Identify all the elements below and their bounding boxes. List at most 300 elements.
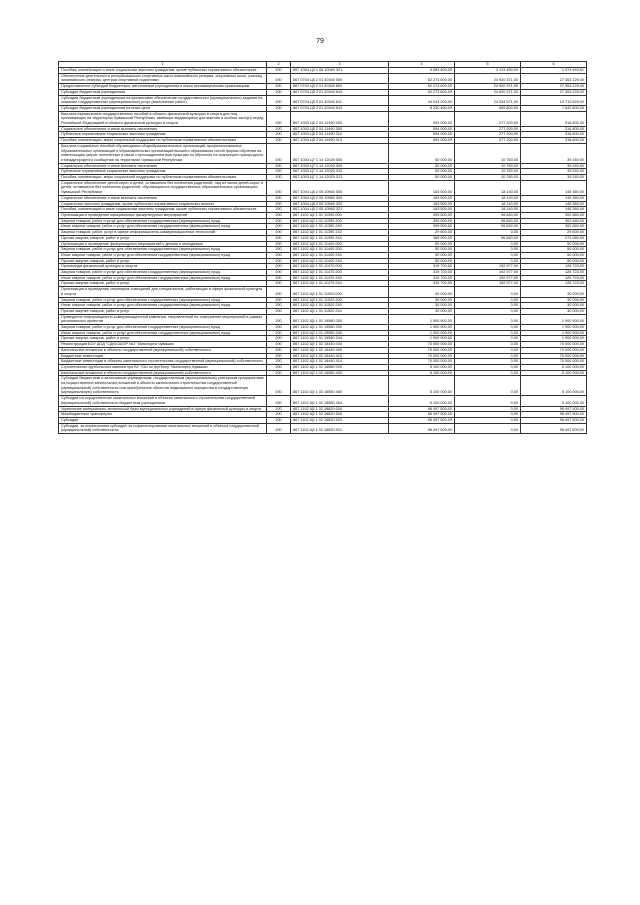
row-kbk-cell: 867 1102 Ц5 1 01 11470 240 (291, 275, 389, 281)
row-remainder-cell: 27 353 229,00 (521, 84, 587, 90)
row-plan-cell: 96 497 500,00 (389, 418, 455, 424)
row-code-cell: 200 (267, 281, 291, 287)
row-name-cell: Прочая закупка товаров, работ и услуг (59, 308, 267, 314)
row-name-cell: Субсидии (59, 418, 267, 424)
table-row (59, 275, 587, 281)
row-name-cell: Социальные выплаты гражданам, кроме публичных нормативных социальных выплат (59, 201, 267, 207)
row-remainder-cell: 302 660,00 (521, 224, 587, 230)
row-remainder-cell: 96 497 500,00 (521, 418, 587, 424)
row-plan-cell: 44 043 200,00 (389, 95, 455, 105)
row-plan-cell: 319 700,00 (389, 264, 455, 270)
row-plan-cell: 594 000,00 (389, 111, 455, 126)
row-code-cell: 200 (267, 163, 291, 169)
row-executed-cell: 0,00 (455, 376, 521, 396)
table-row (59, 287, 587, 297)
row-remainder-cell: 1 900 900,00 (521, 336, 587, 342)
row-code-cell: 200 (267, 423, 291, 433)
table-row (59, 423, 587, 433)
row-code-cell: 200 (267, 235, 291, 241)
row-remainder-cell: 30 000,00 (521, 297, 587, 303)
row-executed-cell: 0,00 (455, 287, 521, 297)
row-code-cell: 200 (267, 111, 291, 126)
row-code-cell: 200 (267, 207, 291, 213)
row-remainder-cell: 50 000,00 (521, 241, 587, 247)
row-kbk-cell: 867 1004 Ц5 2 05 10560 300 (291, 195, 389, 201)
row-name-cell: Иные закупки товаров, работ и услуг для обеспечения государственных (муниципальных) нужд (59, 275, 267, 281)
table-row (59, 163, 587, 169)
row-plan-cell: 5 100 000,00 (389, 370, 455, 376)
row-code-cell: 200 (267, 353, 291, 359)
row-remainder-cell: 30 000,00 (521, 308, 587, 314)
row-code-cell: 200 (267, 303, 291, 309)
row-kbk-cell: 867 1102 Ц5 1 01 11520 244 (291, 308, 389, 314)
table-row (59, 68, 587, 74)
row-executed-cell: 10 760,00 (455, 175, 521, 181)
row-executed-cell: 0,00 (455, 258, 521, 264)
row-executed-cell: 18 140,00 (455, 201, 521, 207)
row-plan-cell: 50 000,00 (389, 258, 455, 264)
row-kbk-cell: 867 1003 Ц7 1 14 12020 310 (291, 169, 389, 175)
row-name-cell: Субсидии, за исключением субсидий на софинансирование капитальных вложений в объекты государственной (муниципальной) собственности (59, 423, 267, 433)
page-number: 79 (316, 38, 324, 45)
row-code-cell: 200 (267, 169, 291, 175)
row-executed-cell: 277 200,00 (455, 132, 521, 138)
row-code-cell: 200 (267, 364, 291, 370)
row-kbk-cell: 867 1102 Ц5 1 02 16580 400 (291, 370, 389, 376)
row-executed-cell: 0,00 (455, 336, 521, 342)
row-remainder-cell: 5 100 000,00 (521, 370, 587, 376)
row-code-cell: 200 (267, 201, 291, 207)
row-plan-cell: 163 500,00 (389, 207, 455, 213)
row-plan-cell: 399 500,00 (389, 224, 455, 230)
row-code-cell: 200 (267, 68, 291, 74)
row-kbk-cell: 867 1102 Ц5 1 01 11390 242 (291, 230, 389, 236)
row-code-cell: 200 (267, 287, 291, 297)
row-name-cell: Публичные нормативные социальные выплаты гражданам (59, 132, 267, 138)
row-code-cell: 200 (267, 258, 291, 264)
row-executed-cell: 0,00 (455, 423, 521, 433)
row-plan-cell: 30 000,00 (389, 297, 455, 303)
row-plan-cell: 50 000,00 (389, 247, 455, 253)
table-row (59, 218, 587, 224)
row-remainder-cell: 27 353 229,00 (521, 89, 587, 95)
row-plan-cell: 8 230 400,00 (389, 105, 455, 111)
row-name-cell: Обеспечение деятельности республиканских спортивных школ олимпийского резерва, спортивных школ, училищ олимпийского резерва, центров спортивной подготовки (59, 73, 267, 83)
table-row (59, 84, 587, 90)
row-remainder-cell: 50 000,00 (521, 252, 587, 258)
row-remainder-cell: 1 900 900,00 (521, 314, 587, 324)
row-name-cell: Субсидии бюджетным и автономным учреждениям, государственным (муниципальным) унитарным предприятиям на осуществление капитальных вложений в объекты капитального строительства государственной (муниципальной) собственности или приобретение объектов недвижимого имущества в государственную (муниципальную) собственность (59, 376, 267, 396)
row-executed-cell: 0,00 (455, 297, 521, 303)
table-body (59, 68, 587, 434)
row-code-cell: 200 (267, 95, 291, 105)
row-name-cell: Закупка товаров, работ, услуг в сфере информационно-коммуникационных технологий (59, 230, 267, 236)
row-plan-cell: 163 500,00 (389, 201, 455, 207)
row-code-cell: 200 (267, 336, 291, 342)
row-code-cell: 200 (267, 126, 291, 132)
row-code-cell: 200 (267, 308, 291, 314)
row-kbk-cell: 867 1102 Ц5 1 02 16820 000 (291, 406, 389, 412)
table-row (59, 224, 587, 230)
row-plan-cell: 52 273 600,00 (389, 73, 455, 83)
row-code-cell: 200 (267, 325, 291, 331)
row-executed-cell: 0,00 (455, 314, 521, 324)
row-kbk-cell: 867 1102 Ц5 1 02 16440 414 (291, 359, 389, 365)
row-remainder-cell: 27 353 229,00 (521, 73, 587, 83)
row-name-cell: Субсидии на осуществление капитальных вложений в объекты капитального строительства государственной (муниципальной) собственности бюджетным учреждениям (59, 396, 267, 406)
row-executed-cell: 24 920 371,00 (455, 73, 521, 83)
row-name-cell: Закупка товаров, работ и услуг для обеспечения государственных (муниципальных) нужд (59, 218, 267, 224)
row-plan-cell: 52 273 600,00 (389, 89, 455, 95)
row-executed-cell: 192 977,00 (455, 264, 521, 270)
row-remainder-cell: 5 100 000,00 (521, 396, 587, 406)
row-executed-cell: 0,00 (455, 364, 521, 370)
row-kbk-cell: 867 1102 Ц5 1 01 11470 244 (291, 281, 389, 287)
row-name-cell: Организация и проведение официальных физкультурных мероприятий (59, 212, 267, 218)
row-kbk-cell: 867 1004 Ц5 2 05 10560 321 (291, 207, 389, 213)
row-code-cell: 200 (267, 224, 291, 230)
row-name-cell: Иные закупки товаров, работ и услуг для обеспечения государственных (муниципальных) нужд (59, 330, 267, 336)
row-plan-cell: 29 600,00 (389, 230, 455, 236)
row-kbk-cell: 867 1004 Ц4 1 06 10060 321 (291, 68, 389, 74)
row-name-cell: Субсидии бюджетным учреждениям (59, 89, 267, 95)
row-remainder-cell: 96 497 500,00 (521, 406, 587, 412)
row-remainder-cell: 316 800,00 (521, 111, 587, 126)
row-remainder-cell: 126 723,00 (521, 270, 587, 276)
column-header: 2 (267, 62, 291, 68)
row-remainder-cell: 50 000,00 (521, 258, 587, 264)
row-name-cell: Публичные нормативные социальные выплаты гражданам (59, 169, 267, 175)
row-remainder-cell: 1 900 900,00 (521, 330, 587, 336)
row-remainder-cell: 96 497 500,00 (521, 423, 587, 433)
row-remainder-cell: 126 723,00 (521, 281, 587, 287)
row-code-cell: 200 (267, 342, 291, 348)
row-kbk-cell: 867 1003 Ц5 2 04 11490 000 (291, 111, 389, 126)
table-row (59, 175, 587, 181)
row-code-cell: 200 (267, 418, 291, 424)
table-row (59, 169, 587, 175)
row-remainder-cell: 30 000,00 (521, 303, 587, 309)
row-plan-cell: 96 497 500,00 (389, 412, 455, 418)
row-code-cell: 200 (267, 89, 291, 95)
row-executed-cell: 277 200,00 (455, 126, 521, 132)
row-code-cell: 200 (267, 143, 291, 163)
row-code-cell: 200 (267, 264, 291, 270)
row-code-cell: 200 (267, 138, 291, 144)
table-row (59, 95, 587, 105)
table-row (59, 105, 587, 111)
row-kbk-cell: 867 1102 Ц5 1 02 16440 400 (291, 347, 389, 353)
row-executed-cell: 0,00 (455, 396, 521, 406)
row-remainder-cell: 316 800,00 (521, 126, 587, 132)
row-code-cell: 200 (267, 73, 291, 83)
budget-table (58, 61, 587, 434)
row-name-cell: Закупка товаров, работ и услуг для обеспечения государственных (муниципальных) нужд (59, 270, 267, 276)
row-executed-cell: 0,00 (455, 325, 521, 331)
row-kbk-cell: 867 1102 Ц5 1 01 19580 240 (291, 330, 389, 336)
row-kbk-cell: 867 1102 Ц5 1 02 16820 500 (291, 412, 389, 418)
row-kbk-cell: 867 1003 Ц5 2 04 11490 310 (291, 132, 389, 138)
row-code-cell: 200 (267, 270, 291, 276)
row-executed-cell: 96 840,00 (455, 235, 521, 241)
row-code-cell: 200 (267, 180, 291, 195)
row-remainder-cell: 39 240,00 (521, 143, 587, 163)
row-plan-cell: 96 497 500,00 (389, 423, 455, 433)
row-code-cell: 200 (267, 314, 291, 324)
row-kbk-cell: 867 0704 Ц5 2 01 40340 612 (291, 105, 389, 111)
row-kbk-cell: 867 1102 Ц5 1 02 16820 521 (291, 423, 389, 433)
row-remainder-cell: 39 240,00 (521, 163, 587, 169)
row-code-cell: 200 (267, 218, 291, 224)
row-kbk-cell: 867 1004 Ц5 2 05 10560 320 (291, 201, 389, 207)
row-name-cell: Иные закупки товаров, работ и услуг для обеспечения государственных (муниципальных) нужд (59, 303, 267, 309)
row-plan-cell: 52 273 600,00 (389, 84, 455, 90)
row-executed-cell: 0,00 (455, 241, 521, 247)
row-remainder-cell: 145 360,00 (521, 195, 587, 201)
row-code-cell: 200 (267, 347, 291, 353)
row-kbk-cell: 867 1003 Ц7 1 14 12020 313 (291, 175, 389, 181)
table-row (59, 143, 587, 163)
row-plan-cell: 5 100 000,00 (389, 364, 455, 370)
row-name-cell: Пропаганда физической культуры и спорта (59, 264, 267, 270)
row-code-cell: 200 (267, 412, 291, 418)
column-header: 3 (291, 62, 389, 68)
row-name-cell: Бюджетные инвестиции в объекты капитального строительства государственной (муниципальной) собственности (59, 359, 267, 365)
row-name-cell: Пособия, компенсации и иные социальные выплаты гражданам, кроме публичных нормативных обязательств (59, 68, 267, 74)
row-plan-cell: 30 000,00 (389, 303, 455, 309)
row-plan-cell: 1 900 900,00 (389, 325, 455, 331)
row-plan-cell: 96 497 500,00 (389, 406, 455, 412)
row-kbk-cell: 867 1102 Ц5 1 01 19580 244 (291, 336, 389, 342)
row-kbk-cell: 867 1102 Ц5 1 01 11520 200 (291, 297, 389, 303)
row-executed-cell: 10 760,00 (455, 143, 521, 163)
row-executed-cell: 192 977,00 (455, 275, 521, 281)
row-plan-cell: 50 000,00 (389, 175, 455, 181)
row-executed-cell: 0,00 (455, 370, 521, 376)
row-executed-cell: 18 140,00 (455, 207, 521, 213)
row-kbk-cell: 867 1102 Ц5 1 01 11470 200 (291, 270, 389, 276)
row-executed-cell: 0,00 (455, 308, 521, 314)
row-code-cell: 200 (267, 195, 291, 201)
row-name-cell: Реконструкция БОУ ДОД "СДЮСШОР №2" Минспорта Чувашии (59, 342, 267, 348)
row-kbk-cell: 867 1102 Ц5 1 01 19580 000 (291, 314, 389, 324)
row-code-cell: 200 (267, 330, 291, 336)
row-name-cell: Субсидии бюджетным учреждениям на иные цели (59, 105, 267, 111)
table-row (59, 207, 587, 213)
row-plan-cell: 163 500,00 (389, 195, 455, 201)
row-executed-cell: 0,00 (455, 230, 521, 236)
row-kbk-cell: 867 1102 Ц5 1 01 11400 200 (291, 247, 389, 253)
row-plan-cell: 319 700,00 (389, 270, 455, 276)
row-code-cell: 200 (267, 275, 291, 281)
row-kbk-cell: 867 1102 Ц5 1 01 11520 240 (291, 303, 389, 309)
row-code-cell: 200 (267, 247, 291, 253)
row-code-cell: 200 (267, 396, 291, 406)
row-remainder-cell: 145 360,00 (521, 201, 587, 207)
row-plan-cell: 319 700,00 (389, 275, 455, 281)
row-remainder-cell: 145 360,00 (521, 180, 587, 195)
row-remainder-cell: 316 800,00 (521, 132, 587, 138)
table-row (59, 132, 587, 138)
row-plan-cell: 5 100 000,00 (389, 376, 455, 396)
row-name-cell: Выплата ежемесячных государственных пособий в области физической культуры и спорта для лиц, проживающих на территории Чувашской Республики, имеющих выдающиеся достижения и особые заслуги перед Российской Федерацией в области физической культуры и спорта (59, 111, 267, 126)
row-plan-cell: 70 000 000,00 (389, 342, 455, 348)
row-executed-cell: 192 977,00 (455, 281, 521, 287)
row-executed-cell: 0,00 (455, 342, 521, 348)
row-code-cell: 200 (267, 370, 291, 376)
row-name-cell: Укрепление материально-технической базы муниципальных учреждений в сфере физической культуры и спорта (59, 406, 267, 412)
row-executed-cell: 192 977,00 (455, 270, 521, 276)
row-plan-cell: 319 700,00 (389, 281, 455, 287)
table-row (59, 126, 587, 132)
row-name-cell: Проведение информационно-коммуникационной кампании, направленной на совершение мероприятий в рамках региональных проектов (59, 314, 267, 324)
row-name-cell: Иные закупки товаров, работ и услуг для обеспечения государственных (муниципальных) нужд (59, 252, 267, 258)
table-row (59, 138, 587, 144)
table-row (59, 212, 587, 218)
row-executed-cell: 24 920 371,00 (455, 89, 521, 95)
row-kbk-cell: 867 1102 Ц5 1 01 19580 200 (291, 325, 389, 331)
column-header: 4 (389, 62, 455, 68)
column-header: 1 (59, 62, 267, 68)
row-kbk-cell: 867 1102 Ц5 1 01 11400 000 (291, 241, 389, 247)
row-kbk-cell: 867 1102 Ц5 1 01 11520 000 (291, 287, 389, 297)
row-plan-cell: 50 000,00 (389, 241, 455, 247)
row-executed-cell: 0,00 (455, 303, 521, 309)
row-plan-cell: 30 000,00 (389, 287, 455, 297)
row-code-cell: 200 (267, 359, 291, 365)
row-plan-cell: 70 000 000,00 (389, 359, 455, 365)
table-row (59, 111, 587, 126)
row-name-cell: Строительство футбольного манежа при БУ "СШ по футболу" Минспорта Чувашии (59, 364, 267, 370)
row-plan-cell: 50 000,00 (389, 163, 455, 169)
row-executed-cell: 10 760,00 (455, 169, 521, 175)
row-name-cell: Прочая закупка товаров, работ и услуг (59, 281, 267, 287)
row-name-cell: Капитальные вложения в объекты государственной (муниципальной) собственности (59, 347, 267, 353)
row-name-cell: Организация и проведение физкультурных мероприятий с детьми и молодежью (59, 241, 267, 247)
table-row (59, 201, 587, 207)
row-remainder-cell: 302 660,00 (521, 218, 587, 224)
row-plan-cell: 1 900 900,00 (389, 314, 455, 324)
row-kbk-cell: 867 0704 Ц5 2 01 40340 600 (291, 84, 389, 90)
row-remainder-cell: 5 100 000,00 (521, 376, 587, 396)
row-executed-cell: 0,00 (455, 330, 521, 336)
row-executed-cell: 0,00 (455, 412, 521, 418)
row-kbk-cell: 867 0704 Ц5 2 01 40340 610 (291, 89, 389, 95)
row-remainder-cell: 5 100 000,00 (521, 364, 587, 370)
row-plan-cell: 594 000,00 (389, 126, 455, 132)
row-remainder-cell: 50 000,00 (521, 247, 587, 253)
row-remainder-cell: 29 600,00 (521, 230, 587, 236)
row-name-cell: Закупка товаров, работ и услуг для обеспечения государственных (муниципальных) нужд (59, 247, 267, 253)
row-name-cell: Прочая закупка товаров, работ и услуг (59, 235, 267, 241)
row-executed-cell: 96 840,00 (455, 212, 521, 218)
row-plan-cell: 50 000,00 (389, 169, 455, 175)
row-executed-cell: 277 200,00 (455, 138, 521, 144)
row-name-cell: Предоставление субсидий бюджетным, автономным учреждениям и иным некоммерческим организациям (59, 84, 267, 90)
row-code-cell: 200 (267, 297, 291, 303)
row-executed-cell: 0,00 (455, 252, 521, 258)
row-name-cell: Субсидии бюджетным учреждениям на финансовое обеспечение государственного (муниципального) задания на оказание государственных (муниципальных) услуг (выполнение работ) (59, 95, 267, 105)
row-code-cell: 200 (267, 212, 291, 218)
row-remainder-cell: 316 800,00 (521, 138, 587, 144)
row-plan-cell: 50 000,00 (389, 252, 455, 258)
row-kbk-cell: 867 1102 Ц5 1 01 11400 240 (291, 252, 389, 258)
row-kbk-cell: 867 1102 Ц5 1 01 11390 244 (291, 235, 389, 241)
row-executed-cell: 96 840,00 (455, 218, 521, 224)
row-code-cell: 200 (267, 406, 291, 412)
row-remainder-cell: 96 497 500,00 (521, 412, 587, 418)
row-name-cell: Организация и проведение семинаров-совещаний для специалистов, работающих в сфере физической культуры и спорта (59, 287, 267, 297)
row-name-cell: Капитальные вложения в объекты государственной (муниципальной) собственности (59, 370, 267, 376)
table-row (59, 180, 587, 195)
row-kbk-cell: 867 1102 Ц5 1 02 16580 000 (291, 364, 389, 370)
row-kbk-cell: 867 1003 Ц5 2 04 11490 300 (291, 126, 389, 132)
row-remainder-cell: 70 000 000,00 (521, 347, 587, 353)
row-plan-cell: 1 900 900,00 (389, 330, 455, 336)
row-kbk-cell: 867 1102 Ц5 1 02 16580 464 (291, 396, 389, 406)
row-name-cell: Социальное обеспечение и иные выплаты населению (59, 195, 267, 201)
row-kbk-cell: 867 0704 Ц5 2 01 40340 000 (291, 73, 389, 83)
row-executed-cell: 18 140,00 (455, 195, 521, 201)
row-remainder-cell: 30 000,00 (521, 287, 587, 297)
column-header: 5 (455, 62, 521, 68)
row-plan-cell: 594 000,00 (389, 132, 455, 138)
row-code-cell: 200 (267, 175, 291, 181)
row-name-cell: Прочая закупка товаров, работ и услуг (59, 258, 267, 264)
row-executed-cell: 0,00 (455, 418, 521, 424)
row-kbk-cell: 867 1003 Ц7 1 14 12020 000 (291, 143, 389, 163)
row-plan-cell: 399 500,00 (389, 212, 455, 218)
row-plan-cell: 399 500,00 (389, 218, 455, 224)
row-remainder-cell: 273 060,00 (521, 235, 587, 241)
row-kbk-cell: 867 1102 Ц5 1 01 11390 000 (291, 212, 389, 218)
row-remainder-cell: 70 000 000,00 (521, 353, 587, 359)
row-remainder-cell: 7 642 600,00 (521, 105, 587, 111)
row-executed-cell: 24 920 371,00 (455, 84, 521, 90)
row-kbk-cell: 867 1102 Ц5 1 02 16440 410 (291, 353, 389, 359)
row-executed-cell: 2 113 450,00 (455, 68, 521, 74)
table-row (59, 314, 587, 324)
row-executed-cell: 18 140,00 (455, 180, 521, 195)
row-code-cell: 200 (267, 241, 291, 247)
row-executed-cell: 96 840,00 (455, 224, 521, 230)
row-remainder-cell: 19 710 629,00 (521, 95, 587, 105)
row-name-cell: Пособия, компенсации, меры социальной поддержки по публичным нормативным обязательствам (59, 138, 267, 144)
row-name-cell: Межбюджетные трансферты (59, 412, 267, 418)
row-plan-cell: 70 000 000,00 (389, 353, 455, 359)
row-kbk-cell: 867 1102 Ц5 1 02 16580 460 (291, 376, 389, 396)
row-remainder-cell: 1 900 900,00 (521, 325, 587, 331)
row-plan-cell: 4 083 400,00 (389, 68, 455, 74)
row-kbk-cell: 867 1102 Ц5 1 01 11400 244 (291, 258, 389, 264)
row-code-cell: 200 (267, 105, 291, 111)
row-name-cell: Выплата социальных пособий обучающимся общеобразовательных организаций, профессиональных образовательных организаций и образовательных организаций высшего образования очной формы обучения на компенсацию затрат, понесенных в связи с прохождением ими практики по обучению на транспорте пригородного и междугородного сообщения на территории Чувашской Республики (59, 143, 267, 163)
row-plan-cell: 594 000,00 (389, 138, 455, 144)
row-kbk-cell: 867 1102 Ц5 1 02 16820 520 (291, 418, 389, 424)
row-remainder-cell: 70 000 000,00 (521, 342, 587, 348)
row-executed-cell: 585 800,00 (455, 105, 521, 111)
table-row (59, 195, 587, 201)
row-name-cell: Социальное обеспечение и иные выплаты населению (59, 163, 267, 169)
row-executed-cell: 24 334 571,00 (455, 95, 521, 105)
row-kbk-cell: 867 1003 Ц7 1 14 12020 300 (291, 163, 389, 169)
row-kbk-cell: 867 0704 Ц5 2 01 40340 611 (291, 95, 389, 105)
row-executed-cell: 277 200,00 (455, 111, 521, 126)
row-remainder-cell: 145 360,00 (521, 207, 587, 213)
row-name-cell: Прочая закупка товаров, работ и услуг (59, 336, 267, 342)
row-plan-cell: 30 000,00 (389, 308, 455, 314)
row-code-cell: 200 (267, 84, 291, 90)
